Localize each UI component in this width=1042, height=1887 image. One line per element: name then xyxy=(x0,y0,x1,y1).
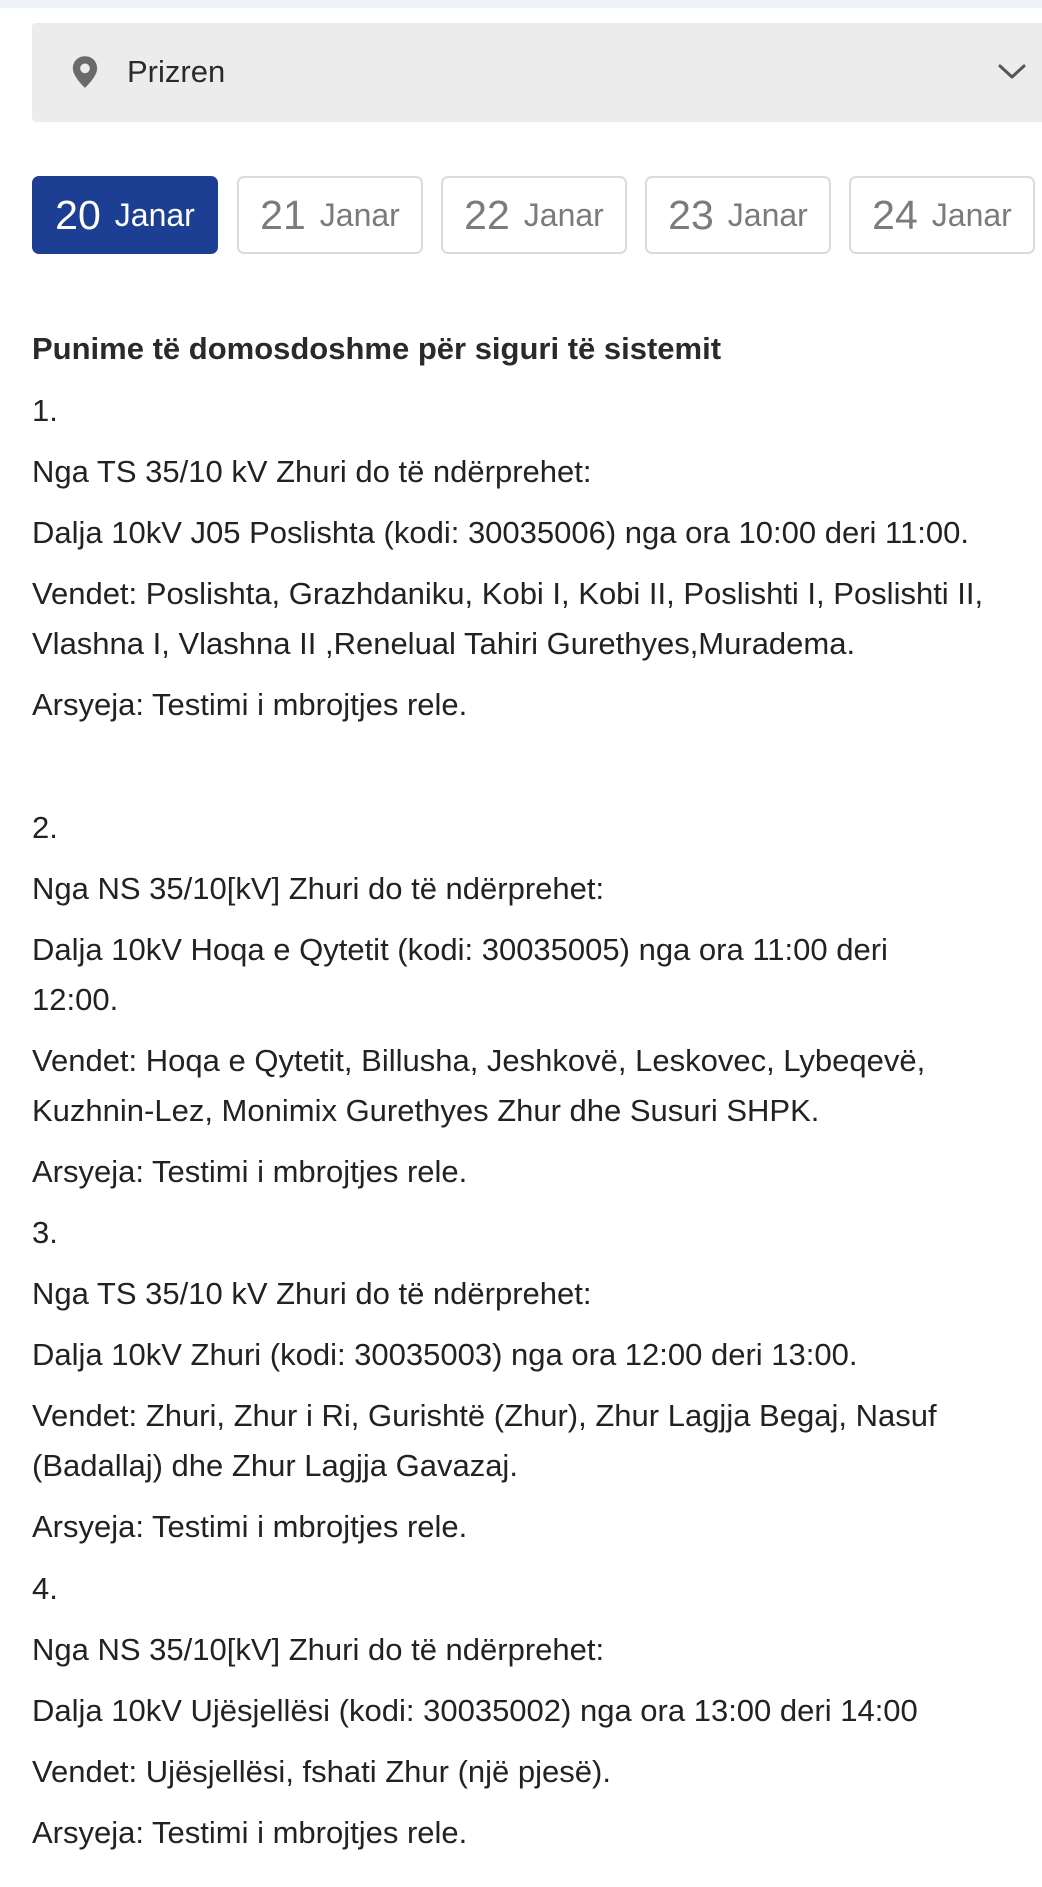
date-tab-21[interactable] xyxy=(237,176,423,254)
feeder-line: 12:00. xyxy=(32,982,119,1017)
substation-line: Nga TS 35/10 kV Zhuri do të ndërprehet: xyxy=(32,454,592,489)
locations-line: Vendet: Hoqa e Qytetit, Billusha, Jeshkovë, Leskovec, Lybeqevë, xyxy=(32,1043,926,1078)
date-tab-month: Janar xyxy=(319,197,400,233)
date-tab-23[interactable] xyxy=(645,176,831,254)
date-tab-month: Janar xyxy=(931,197,1012,233)
feeder-line: Dalja 10kV J05 Poslishta (kodi: 30035006) nga ora 10:00 deri 11:00. xyxy=(32,515,969,550)
locations-line: Vlashna I, Vlashna II ,Renelual Tahiri Gurethyes,Muradema. xyxy=(32,626,856,661)
feeder-line: Dalja 10kV Ujësjellësi (kodi: 30035002) nga ora 13:00 deri 14:00 xyxy=(32,1693,918,1728)
reason-line: Arsyeja: Testimi i mbrojtjes rele. xyxy=(32,1815,468,1850)
date-tab-day: 24 xyxy=(872,192,918,238)
item-number: 3. xyxy=(32,1215,58,1250)
locations-line: Vendet: Zhuri, Zhur i Ri, Gurishtë (Zhur), Zhur Lagjja Begaj, Nasuf xyxy=(32,1398,937,1433)
location-value: Prizren xyxy=(127,54,226,89)
substation-line: Nga NS 35/10[kV] Zhuri do të ndërprehet: xyxy=(32,871,605,906)
locations-line: Kuzhnin-Lez, Monimix Gurethyes Zhur dhe Susuri SHPK. xyxy=(32,1093,820,1128)
feeder-line: Dalja 10kV Zhuri (kodi: 30035003) nga ora 12:00 deri 13:00. xyxy=(32,1337,858,1372)
locations-line: Vendet: Poslishta, Grazhdaniku, Kobi I, Kobi II, Poslishti I, Poslishti II, xyxy=(32,576,984,611)
reason-line: Arsyeja: Testimi i mbrojtjes rele. xyxy=(32,687,468,722)
date-tab-day: 22 xyxy=(464,192,510,238)
date-tab-day: 23 xyxy=(668,192,714,238)
chevron-down-icon[interactable] xyxy=(997,60,1027,82)
date-tab-day: 21 xyxy=(260,192,306,238)
locations-line: (Badallaj) dhe Zhur Lagjja Gavazaj. xyxy=(32,1448,518,1483)
feeder-line: Dalja 10kV Hoqa e Qytetit (kodi: 30035005) nga ora 11:00 deri xyxy=(32,932,888,967)
substation-line: Nga TS 35/10 kV Zhuri do të ndërprehet: xyxy=(32,1276,592,1311)
date-tab-24[interactable] xyxy=(849,176,1035,254)
date-tab-22[interactable] xyxy=(441,176,627,254)
date-tab-20[interactable] xyxy=(32,176,218,254)
date-tab-month: Janar xyxy=(523,197,604,233)
reason-line: Arsyeja: Testimi i mbrojtjes rele. xyxy=(32,1154,468,1189)
date-tab-month: Janar xyxy=(114,197,195,233)
date-tab-month: Janar xyxy=(727,197,808,233)
date-tab-day: 20 xyxy=(55,192,101,238)
reason-line: Arsyeja: Testimi i mbrojtjes rele. xyxy=(32,1509,468,1544)
notice-heading: Punime të domosdoshme për siguri të sistemit xyxy=(32,331,722,366)
substation-line: Nga NS 35/10[kV] Zhuri do të ndërprehet: xyxy=(32,1632,605,1667)
map-pin-icon xyxy=(70,55,100,89)
item-number: 2. xyxy=(32,810,58,845)
item-number: 4. xyxy=(32,1571,58,1606)
item-number: 1. xyxy=(32,393,58,428)
top-strip xyxy=(0,0,1042,8)
locations-line: Vendet: Ujësjellësi, fshati Zhur (një pjesë). xyxy=(32,1754,611,1789)
